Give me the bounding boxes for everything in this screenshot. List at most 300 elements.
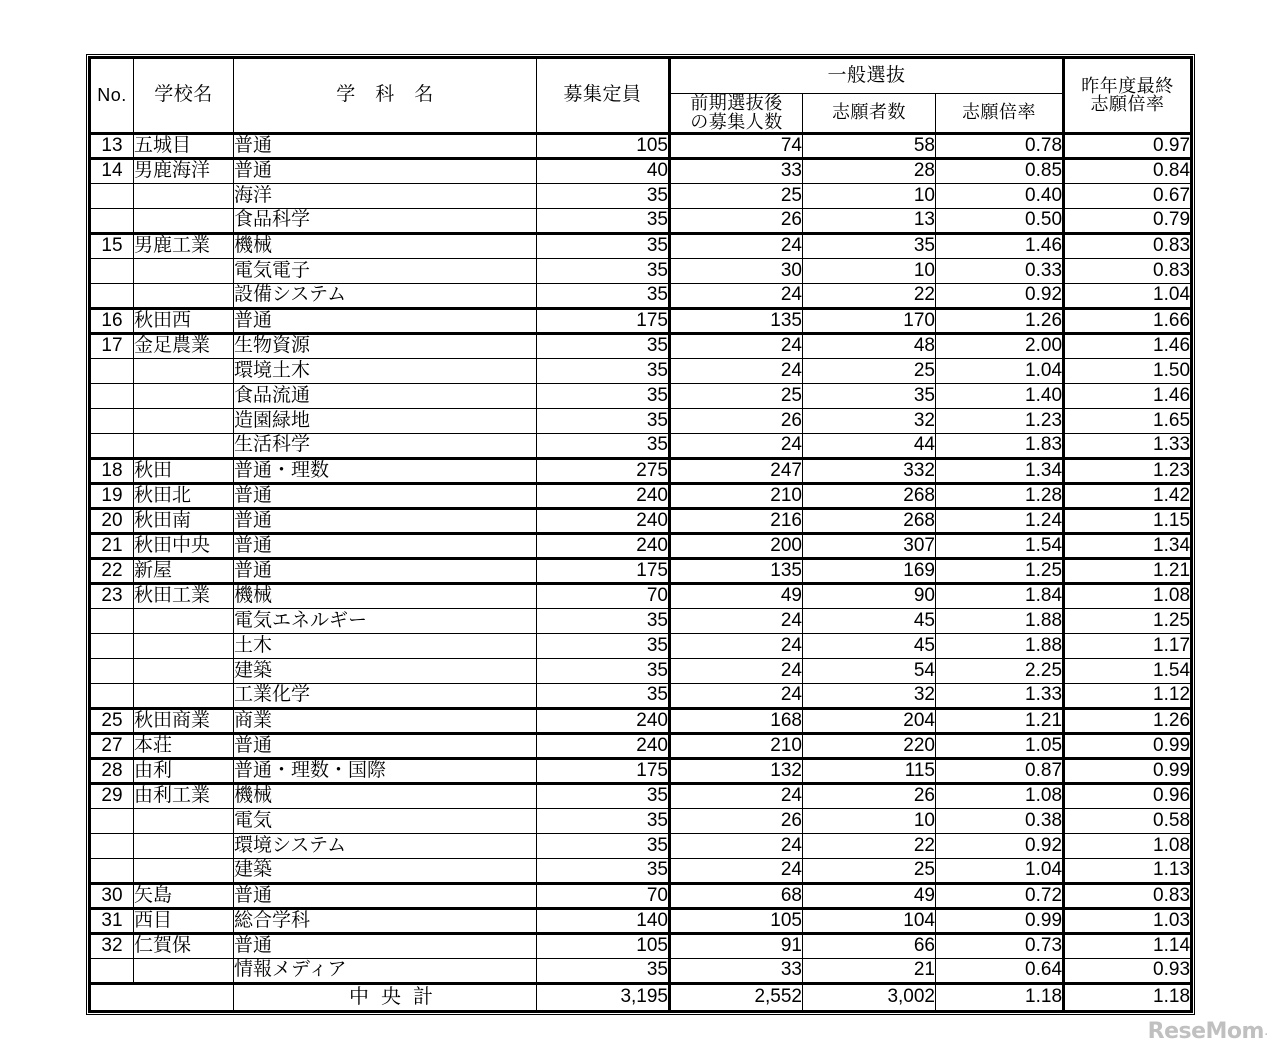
row-after-quota: 210 <box>670 733 803 758</box>
row-department: 普通 <box>234 733 537 758</box>
total-after: 2,552 <box>670 983 803 1011</box>
row-no <box>90 358 134 383</box>
row-department: 普通 <box>234 308 537 333</box>
row-no <box>90 658 134 683</box>
row-school-name <box>134 808 234 833</box>
row-last-year: 1.17 <box>1064 633 1192 658</box>
row-last-year: 1.34 <box>1064 533 1192 558</box>
row-quota: 175 <box>537 558 670 583</box>
row-school-name: 矢島 <box>134 883 234 908</box>
row-applicants: 35 <box>803 233 936 258</box>
row-no: 20 <box>90 508 134 533</box>
row-quota: 35 <box>537 408 670 433</box>
row-school-name: 秋田工業 <box>134 583 234 608</box>
row-ratio: 1.26 <box>936 308 1064 333</box>
row-quota: 240 <box>537 533 670 558</box>
row-quota: 35 <box>537 658 670 683</box>
row-applicants: 58 <box>803 133 936 158</box>
row-no: 14 <box>90 158 134 183</box>
row-school-name: 男鹿海洋 <box>134 158 234 183</box>
row-no <box>90 633 134 658</box>
row-no: 32 <box>90 933 134 958</box>
row-applicants: 220 <box>803 733 936 758</box>
row-applicants: 10 <box>803 808 936 833</box>
table-row <box>90 433 1192 458</box>
row-last-year: 1.25 <box>1064 608 1192 633</box>
row-applicants: 45 <box>803 633 936 658</box>
watermark-dot: . <box>1263 1022 1269 1039</box>
row-school-name: 秋田西 <box>134 308 234 333</box>
table-row <box>90 583 1192 608</box>
admission-ratio-table <box>88 56 1193 1013</box>
row-after-quota: 132 <box>670 758 803 783</box>
row-ratio: 1.40 <box>936 383 1064 408</box>
total-label-area: 中央 <box>349 985 413 1008</box>
row-ratio: 1.34 <box>936 458 1064 483</box>
row-last-year: 1.54 <box>1064 658 1192 683</box>
row-quota: 70 <box>537 583 670 608</box>
row-last-year: 0.83 <box>1064 883 1192 908</box>
table-row <box>90 233 1192 258</box>
row-school-name <box>134 608 234 633</box>
header-ratio: 志願倍率 <box>936 94 1064 134</box>
row-no: 28 <box>90 758 134 783</box>
row-applicants: 25 <box>803 358 936 383</box>
row-applicants: 32 <box>803 683 936 708</box>
table-row <box>90 783 1192 808</box>
table-row <box>90 383 1192 408</box>
header-after-line1: 前期選抜後 <box>690 93 783 113</box>
row-last-year: 0.99 <box>1064 733 1192 758</box>
row-applicants: 49 <box>803 883 936 908</box>
row-applicants: 66 <box>803 933 936 958</box>
table-row <box>90 633 1192 658</box>
resemom-watermark <box>1147 1016 1269 1046</box>
table-row <box>90 133 1192 158</box>
table-row <box>90 908 1192 933</box>
row-last-year: 1.65 <box>1064 408 1192 433</box>
row-department: 食品流通 <box>234 383 537 408</box>
row-no: 18 <box>90 458 134 483</box>
row-department: 設備システム <box>234 283 537 308</box>
row-quota: 35 <box>537 208 670 233</box>
row-ratio: 1.25 <box>936 558 1064 583</box>
row-school-name <box>134 383 234 408</box>
row-quota: 35 <box>537 258 670 283</box>
row-after-quota: 24 <box>670 283 803 308</box>
table-row <box>90 733 1192 758</box>
row-quota: 140 <box>537 908 670 933</box>
row-after-quota: 24 <box>670 833 803 858</box>
table-footer <box>90 983 1192 1011</box>
table-row <box>90 758 1192 783</box>
row-quota: 105 <box>537 933 670 958</box>
row-no <box>90 958 134 983</box>
row-after-quota: 216 <box>670 508 803 533</box>
row-after-quota: 24 <box>670 358 803 383</box>
row-department: 普通 <box>234 483 537 508</box>
row-department: 環境システム <box>234 833 537 858</box>
row-no: 15 <box>90 233 134 258</box>
row-applicants: 13 <box>803 208 936 233</box>
row-school-name: 秋田商業 <box>134 708 234 733</box>
total-quota: 3,195 <box>537 983 670 1011</box>
row-applicants: 10 <box>803 258 936 283</box>
table-row <box>90 708 1192 733</box>
table-row <box>90 858 1192 883</box>
row-last-year: 0.97 <box>1064 133 1192 158</box>
row-applicants: 104 <box>803 908 936 933</box>
row-last-year: 1.21 <box>1064 558 1192 583</box>
table-row <box>90 608 1192 633</box>
header-no: No. <box>90 58 134 134</box>
row-department: 建築 <box>234 858 537 883</box>
header-general-selection-group: 一般選抜 <box>670 58 1064 94</box>
row-department: 商業 <box>234 708 537 733</box>
row-quota: 35 <box>537 633 670 658</box>
row-after-quota: 24 <box>670 858 803 883</box>
row-ratio: 0.40 <box>936 183 1064 208</box>
row-applicants: 170 <box>803 308 936 333</box>
watermark-text: ReseMom <box>1147 1018 1264 1044</box>
row-ratio: 1.23 <box>936 408 1064 433</box>
row-last-year: 1.50 <box>1064 358 1192 383</box>
row-ratio: 0.38 <box>936 808 1064 833</box>
row-applicants: 25 <box>803 858 936 883</box>
row-no: 19 <box>90 483 134 508</box>
row-last-year: 0.83 <box>1064 258 1192 283</box>
total-last-year-ratio: 1.18 <box>1064 983 1192 1011</box>
row-department: 食品科学 <box>234 208 537 233</box>
row-last-year: 1.46 <box>1064 333 1192 358</box>
row-ratio: 0.73 <box>936 933 1064 958</box>
row-school-name <box>134 683 234 708</box>
row-school-name <box>134 633 234 658</box>
row-last-year: 0.79 <box>1064 208 1192 233</box>
row-ratio: 0.85 <box>936 158 1064 183</box>
row-ratio: 1.88 <box>936 608 1064 633</box>
header-applicants: 志願者数 <box>803 94 936 134</box>
row-no: 13 <box>90 133 134 158</box>
table-row <box>90 558 1192 583</box>
row-ratio: 1.24 <box>936 508 1064 533</box>
total-label <box>234 983 537 1011</box>
row-ratio: 2.00 <box>936 333 1064 358</box>
row-quota: 275 <box>537 458 670 483</box>
row-after-quota: 135 <box>670 558 803 583</box>
row-school-name: 秋田 <box>134 458 234 483</box>
row-school-name: 五城目 <box>134 133 234 158</box>
row-quota: 35 <box>537 283 670 308</box>
row-after-quota: 26 <box>670 808 803 833</box>
row-department: 普通 <box>234 508 537 533</box>
row-school-name <box>134 858 234 883</box>
row-last-year: 0.58 <box>1064 808 1192 833</box>
table-row <box>90 408 1192 433</box>
admission-table-container <box>88 56 1190 1013</box>
row-quota: 240 <box>537 508 670 533</box>
header-last-year-final-ratio <box>1064 58 1192 134</box>
table-row <box>90 458 1192 483</box>
row-after-quota: 33 <box>670 158 803 183</box>
table-row <box>90 533 1192 558</box>
row-school-name: 仁賀保 <box>134 933 234 958</box>
row-after-quota: 24 <box>670 633 803 658</box>
row-after-quota: 25 <box>670 383 803 408</box>
row-department: 生物資源 <box>234 333 537 358</box>
table-row <box>90 308 1192 333</box>
row-after-quota: 24 <box>670 608 803 633</box>
table-row <box>90 883 1192 908</box>
row-quota: 35 <box>537 608 670 633</box>
row-no <box>90 383 134 408</box>
row-ratio: 1.28 <box>936 483 1064 508</box>
row-after-quota: 135 <box>670 308 803 333</box>
row-department: 普通 <box>234 883 537 908</box>
row-applicants: 115 <box>803 758 936 783</box>
table-row <box>90 658 1192 683</box>
table-row <box>90 208 1192 233</box>
row-quota: 240 <box>537 483 670 508</box>
row-no <box>90 683 134 708</box>
row-applicants: 169 <box>803 558 936 583</box>
row-school-name <box>134 283 234 308</box>
row-after-quota: 74 <box>670 133 803 158</box>
header-row-top <box>90 58 1192 94</box>
header-quota: 募集定員 <box>537 58 670 134</box>
row-department: 情報メディア <box>234 958 537 983</box>
table-row <box>90 333 1192 358</box>
row-after-quota: 91 <box>670 933 803 958</box>
row-department: 機械 <box>234 233 537 258</box>
row-after-quota: 49 <box>670 583 803 608</box>
row-school-name <box>134 358 234 383</box>
header-post-first-selection-quota <box>670 94 803 134</box>
row-quota: 35 <box>537 808 670 833</box>
row-ratio: 1.54 <box>936 533 1064 558</box>
row-ratio: 1.46 <box>936 233 1064 258</box>
row-ratio: 0.99 <box>936 908 1064 933</box>
row-quota: 240 <box>537 733 670 758</box>
row-quota: 40 <box>537 158 670 183</box>
row-school-name: 秋田北 <box>134 483 234 508</box>
row-applicants: 32 <box>803 408 936 433</box>
row-no: 29 <box>90 783 134 808</box>
row-after-quota: 24 <box>670 433 803 458</box>
row-no: 16 <box>90 308 134 333</box>
row-department: 電気電子 <box>234 258 537 283</box>
row-applicants: 268 <box>803 508 936 533</box>
row-last-year: 0.83 <box>1064 233 1192 258</box>
row-no: 21 <box>90 533 134 558</box>
row-department: 普通 <box>234 933 537 958</box>
header-last-year-line1: 昨年度最終 <box>1081 75 1174 96</box>
row-school-name <box>134 658 234 683</box>
row-department: 環境土木 <box>234 358 537 383</box>
row-applicants: 307 <box>803 533 936 558</box>
row-ratio: 1.04 <box>936 358 1064 383</box>
total-applicants: 3,002 <box>803 983 936 1011</box>
row-school-name <box>134 433 234 458</box>
row-last-year: 0.84 <box>1064 158 1192 183</box>
header-department-name: 学 科 名 <box>234 58 537 134</box>
row-applicants: 26 <box>803 783 936 808</box>
row-no: 17 <box>90 333 134 358</box>
row-quota: 35 <box>537 683 670 708</box>
row-applicants: 35 <box>803 383 936 408</box>
row-applicants: 90 <box>803 583 936 608</box>
row-school-name: 西目 <box>134 908 234 933</box>
row-school-name <box>134 183 234 208</box>
row-last-year: 1.12 <box>1064 683 1192 708</box>
row-school-name: 男鹿工業 <box>134 233 234 258</box>
row-quota: 105 <box>537 133 670 158</box>
row-department: 普通 <box>234 133 537 158</box>
row-last-year: 1.46 <box>1064 383 1192 408</box>
row-after-quota: 24 <box>670 333 803 358</box>
row-no <box>90 283 134 308</box>
table-row <box>90 958 1192 983</box>
row-ratio: 0.92 <box>936 283 1064 308</box>
row-quota: 35 <box>537 833 670 858</box>
row-ratio: 0.33 <box>936 258 1064 283</box>
row-no <box>90 433 134 458</box>
total-ratio: 1.18 <box>936 983 1064 1011</box>
row-department: 普通・理数・国際 <box>234 758 537 783</box>
table-row <box>90 683 1192 708</box>
row-school-name <box>134 258 234 283</box>
row-no: 30 <box>90 883 134 908</box>
row-applicants: 22 <box>803 283 936 308</box>
total-label-sum: 計 <box>413 985 433 1008</box>
row-last-year: 1.03 <box>1064 908 1192 933</box>
row-ratio: 1.83 <box>936 433 1064 458</box>
row-applicants: 45 <box>803 608 936 633</box>
row-ratio: 1.05 <box>936 733 1064 758</box>
row-after-quota: 68 <box>670 883 803 908</box>
row-ratio: 1.33 <box>936 683 1064 708</box>
row-ratio: 0.50 <box>936 208 1064 233</box>
row-quota: 35 <box>537 358 670 383</box>
row-after-quota: 200 <box>670 533 803 558</box>
row-department: 普通 <box>234 558 537 583</box>
row-school-name: 新屋 <box>134 558 234 583</box>
row-school-name: 本荘 <box>134 733 234 758</box>
row-school-name <box>134 208 234 233</box>
row-after-quota: 25 <box>670 183 803 208</box>
row-quota: 35 <box>537 333 670 358</box>
row-last-year: 1.15 <box>1064 508 1192 533</box>
row-quota: 35 <box>537 233 670 258</box>
row-school-name: 由利 <box>134 758 234 783</box>
row-applicants: 332 <box>803 458 936 483</box>
row-ratio: 1.21 <box>936 708 1064 733</box>
row-last-year: 1.23 <box>1064 458 1192 483</box>
row-no: 25 <box>90 708 134 733</box>
row-ratio: 1.88 <box>936 633 1064 658</box>
row-no <box>90 808 134 833</box>
table-row <box>90 933 1192 958</box>
row-school-name: 金足農業 <box>134 333 234 358</box>
row-last-year: 1.08 <box>1064 583 1192 608</box>
table-row <box>90 483 1192 508</box>
row-department: 海洋 <box>234 183 537 208</box>
row-ratio: 1.08 <box>936 783 1064 808</box>
row-after-quota: 168 <box>670 708 803 733</box>
row-last-year: 1.26 <box>1064 708 1192 733</box>
row-department: 工業化学 <box>234 683 537 708</box>
row-applicants: 22 <box>803 833 936 858</box>
row-last-year: 1.66 <box>1064 308 1192 333</box>
row-no <box>90 833 134 858</box>
row-after-quota: 247 <box>670 458 803 483</box>
row-after-quota: 24 <box>670 233 803 258</box>
row-after-quota: 26 <box>670 208 803 233</box>
row-department: 総合学科 <box>234 908 537 933</box>
row-no <box>90 608 134 633</box>
row-last-year: 0.96 <box>1064 783 1192 808</box>
table-row <box>90 358 1192 383</box>
row-no: 27 <box>90 733 134 758</box>
row-ratio: 0.72 <box>936 883 1064 908</box>
total-blank-cell <box>90 983 234 1011</box>
row-ratio: 2.25 <box>936 658 1064 683</box>
row-no: 22 <box>90 558 134 583</box>
row-last-year: 0.67 <box>1064 183 1192 208</box>
table-row <box>90 508 1192 533</box>
row-quota: 70 <box>537 883 670 908</box>
row-after-quota: 24 <box>670 658 803 683</box>
row-applicants: 54 <box>803 658 936 683</box>
row-quota: 175 <box>537 308 670 333</box>
row-last-year: 1.08 <box>1064 833 1192 858</box>
row-department: 機械 <box>234 783 537 808</box>
table-row <box>90 158 1192 183</box>
row-last-year: 0.93 <box>1064 958 1192 983</box>
row-last-year: 0.99 <box>1064 758 1192 783</box>
row-quota: 35 <box>537 433 670 458</box>
row-quota: 35 <box>537 183 670 208</box>
row-quota: 35 <box>537 383 670 408</box>
row-school-name: 秋田南 <box>134 508 234 533</box>
row-after-quota: 210 <box>670 483 803 508</box>
table-body <box>90 133 1192 983</box>
header-after-line2: の募集人数 <box>690 111 783 132</box>
header-school-name: 学校名 <box>134 58 234 134</box>
row-after-quota: 24 <box>670 683 803 708</box>
row-ratio: 1.04 <box>936 858 1064 883</box>
row-department: 普通 <box>234 533 537 558</box>
row-no <box>90 408 134 433</box>
table-header <box>90 58 1192 134</box>
row-school-name <box>134 833 234 858</box>
row-department: 造園緑地 <box>234 408 537 433</box>
row-school-name: 由利工業 <box>134 783 234 808</box>
row-after-quota: 33 <box>670 958 803 983</box>
row-no: 31 <box>90 908 134 933</box>
row-applicants: 48 <box>803 333 936 358</box>
row-department: 土木 <box>234 633 537 658</box>
row-department: 電気 <box>234 808 537 833</box>
row-department: 普通 <box>234 158 537 183</box>
row-no <box>90 208 134 233</box>
row-after-quota: 105 <box>670 908 803 933</box>
row-quota: 35 <box>537 783 670 808</box>
row-after-quota: 24 <box>670 783 803 808</box>
row-department: 建築 <box>234 658 537 683</box>
total-row <box>90 983 1192 1011</box>
row-ratio: 0.87 <box>936 758 1064 783</box>
